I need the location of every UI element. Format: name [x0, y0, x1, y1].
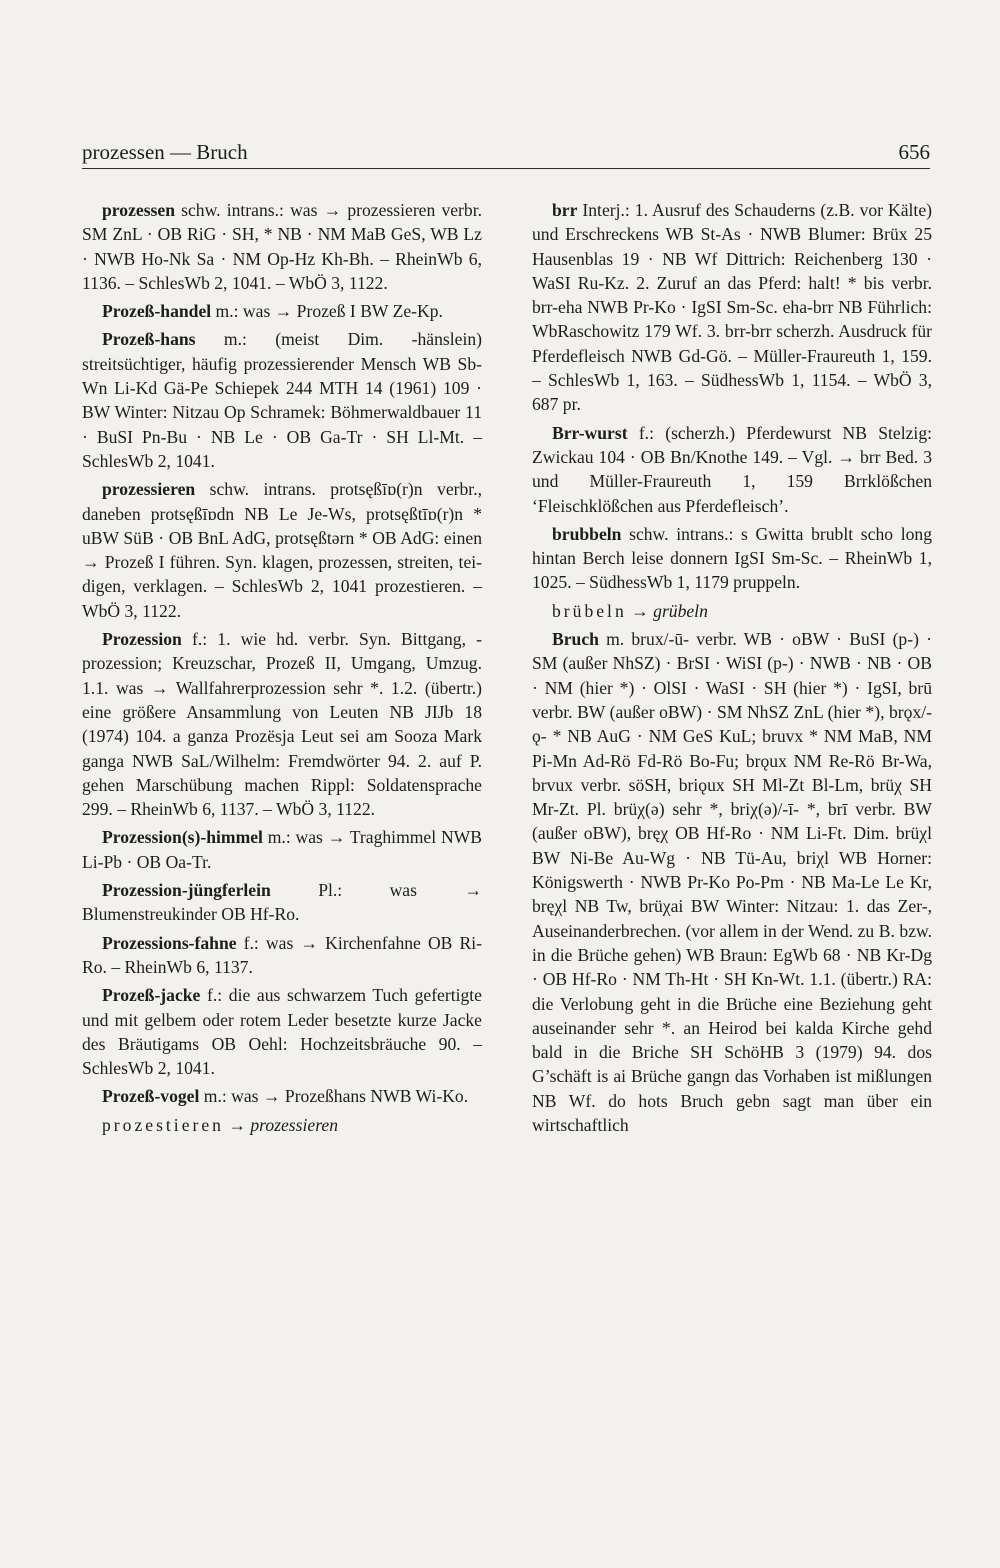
header-title: prozessen — Bruch: [82, 140, 248, 164]
headword: prozessen: [102, 200, 175, 220]
entry-text: m.: was → Prozeß I BW Ze-Kp.: [211, 301, 443, 322]
entry-text: → grübeln: [626, 600, 708, 621]
entry: [82, 627, 482, 821]
headword: Prozession(s)-himmel: [102, 827, 263, 848]
left-column: [82, 198, 482, 1141]
entry: [82, 1084, 482, 1108]
entry: [532, 522, 932, 595]
headword: Prozeß-handel: [102, 301, 212, 322]
entry-text: → prozessieren: [223, 1114, 338, 1135]
entry-text: m.: was → Traghimmel NWB Li-Pb · OB Oa-Tr.: [82, 827, 482, 872]
entry: [532, 627, 932, 1137]
entry: [82, 878, 482, 927]
headword: brubbeln: [552, 523, 622, 544]
headword: Prozeß-vogel: [102, 1086, 200, 1107]
entry-text: schw. intrans. protsęßīɒ(r)n verbr., daneben protsęßīɒdn NB Le Je-Ws, protsęßtīɒ(r)n * uBW SüB · OB BnL AdG, protsęßtərn * OB AdG: einen → Prozeß I führen. Syn. klagen, prozessen, streiten, teidigen, verklagen. – SchlesWb 2, 1041 prozestieren. – WbÖ 3, 1122.: [82, 479, 482, 621]
entry-text: schw. intrans.: was → prozessieren verbr. SM ZnL · OB RiG · SH, * NB · NM MaB GeS, WB Lz · NWB Ho-Nk Sa · NM Op-Hz Kh-Bh. – RheinWb 6, 1136. – SchlesWb 2, 1041. – WbÖ 3, 1122.: [82, 200, 482, 293]
headword: Prozeß-hans: [102, 329, 196, 350]
headword: brr: [552, 200, 578, 220]
entry: [82, 931, 482, 980]
headword: Bruch: [552, 629, 599, 650]
entry: [532, 599, 932, 623]
entry: [82, 1113, 482, 1137]
entry: [82, 983, 482, 1080]
entry-text: f.: was → Kirchenfahne OB Ri-Ro. – RheinWb 6, 1137.: [82, 932, 482, 977]
entry: [82, 825, 482, 874]
cross-ref-headword: brübeln: [552, 600, 627, 621]
entry: [82, 327, 482, 473]
entry-text: m.: (meist Dim. -hänslein) streitsüchtiger, häufig prozessierender Mensch WB Sb-Wn Li-Kd Gä-Pe Schiepek 244 MTH 14 (1961) 109 · BW Winter: Nitzau Op Schramek: Böhmerwaldbauer 11 · BuSI Pn-Bu · NB Le · OB Ga-Tr · SH Ll-Mt. – SchlesWb 2, 1041.: [82, 329, 482, 471]
entry-text: f.: (scherzh.) Pferdewurst NB Stelzig: Zwickau 104 · OB Bn/Knothe 149. – Vgl. → brr Bed. 3 und Müller-Fraureuth 1, 159 Brrklößchen ‘Fleischklößchen aus Pferdefleisch’.: [532, 422, 932, 516]
page-number: 656: [898, 140, 930, 164]
entry: [82, 198, 482, 295]
entry-text: f.: die aus schwarzem Tuch gefertigte und mit gelbem oder rotem Leder besetzte kurze Jacke des Bräutigams OB Oehl: Hochzeitsbräuche 90. – SchlesWb 2, 1041.: [82, 985, 482, 1079]
headword: Prozession-jüngferlein: [102, 880, 271, 901]
entry-text: schw. intrans.: s Gwitta brublt scho long hintan Berch leise donnern IgSI Sm-Sc. – RheinWb 1, 1025. – SüdhessWb 1, 1179 pruppeln.: [532, 523, 932, 593]
headword: Prozeß-jacke: [102, 985, 201, 1006]
right-column: [532, 198, 932, 1141]
cross-ref-headword: prozestieren: [102, 1114, 224, 1135]
entry: [532, 198, 932, 417]
entry-text: f.: 1. wie hd. verbr. Syn. Bittgang, -prozession; Kreuzschar, Prozeß II, Umgang, Umzug. 1.1. was → Wallfahrerprozession sehr *. 1.2. (übertr.) eine größere Ansammlung von Leuten NB JIJb 18 (1974) 104. a ganza Prozësja Leut sei am Sooza Mark ganga NWB SaL/Wilhelm: Fremdwörter 94. 2. auf P. gehen Marschübung machen Rippl: Soldatensprache 299. – RheinWb 6, 1137. – WbÖ 3, 1122.: [82, 629, 482, 820]
entry: [82, 477, 482, 623]
running-header: [82, 138, 930, 169]
entry: [532, 421, 932, 518]
headword: Prozessions-fahne: [102, 932, 237, 953]
entry: [82, 299, 482, 323]
entry-text: Interj.: 1. Ausruf des Schauderns (z.B. vor Kälte) und Erschreckens WB St-As · NWB Blumer: Brüx 25 Hausenblas 19 · NB Wf Dittrich: Reichenberg 130 · WaSI Ru-Kz. 2. Zuruf an das Pferd: halt! * bis verbr. brr-eha NWB Pr-Ko · IgSI Sm-Sc. eha-brr NB Führlich: WbRaschowitz 179 Wf. 3. brr-brr scherzh. Ausdruck für Pferdefleisch NWB Gd-Gö. – Müller-Fraureuth 1, 159. – SchlesWb 1, 163. – SüdhessWb 1, 1154. – WbÖ 3, 687 pr.: [532, 200, 932, 415]
headword: prozessieren: [102, 479, 196, 500]
headword: Brr-wurst: [552, 422, 628, 443]
entry-text: Pl.: was → Blumenstreukinder OB Hf-Ro.: [82, 880, 482, 925]
headword: Prozession: [102, 629, 182, 650]
entry-text: m.: was → Prozeßhans NWB Wi-Ko.: [199, 1086, 469, 1107]
entry-text: m. brux/-ū- verbr. WB · oBW · BuSI (p-) · SM (außer NhSZ) · BrSI · WiSI (p-) · NWB · NB · OB · NM (hier *) · OlSI · WaSI · SH (hier *) · IgSI, brū verbr. BW (außer oBW) · SM NhSZ ZnL (hier *), brǫx/-ǫ- * NB AuG · NM GeS KuL; bruvx * NM MaB, NM Pi-Mn Ad-Rö Fd-Rö Bo-Fu; brǫux NM Re-Rö Br-Wa, brvux verbr. söSH, briǫux SH Ml-Zt Bl-Lm, brüχ SH Mr-Zt. Pl. brüχ(ə) sehr *, briχ(ə)/-ī- *, brī verbr. BW (außer oBW), bręχ OB Hf-Ro · NM Li-Ft. Dim. brüχl BW Ni-Be Au-Wg · NB Tü-Au, briχl WB Horner: Königswerth · NWB Pr-Ko Po-Pm · NB Ma-Le Le Kr, bręχl NB Tw, brüχai BW Winter: Nitzau: 1. das Zer-, Auseinanderbrechen. (vor allem in der Wend. zu B. bzw. in die Brüche gehen) WB Braun: EgWb 68 · NB Kr-Dg · OB Hf-Ro · NM Th-Ht · SH Kn-Wt. 1.1. (übertr.) RA: die Verlobung geht in die Brüche eine Beziehung geht auseinander sehr *. an Heirod bei kalda Kirche gehd bald in die Briche SH SchöHB 3 (1979) 94. dos G’schäft is ai Brüche gangn das Vorhaben ist mißlungen NB Wf. do hots Bruch gebn sagt man über ein wirtschaftlich: [532, 629, 932, 1135]
